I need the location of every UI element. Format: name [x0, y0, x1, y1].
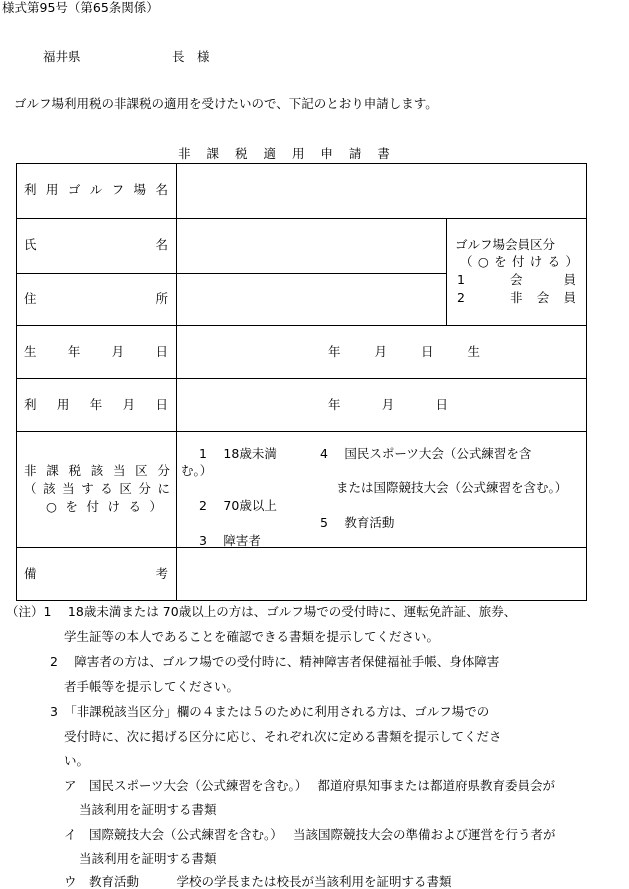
table-row-divider — [16, 378, 587, 379]
form-title-char: 申 — [320, 146, 333, 161]
usage-date-label: 利 用 年 月 日 — [24, 397, 168, 412]
note-3-cont: い。 — [64, 753, 90, 768]
name-label: 氏 名 — [24, 237, 168, 252]
category-option-1: 1 18歳未満 — [199, 446, 277, 461]
form-title-char: 請 — [348, 146, 362, 161]
form-number: 様式第95号（第65条関係） — [2, 0, 159, 15]
form-title-char: 課 — [206, 146, 219, 161]
category-option-4-cont: または国際競技大会（公式練習を含む。） — [336, 480, 568, 495]
member-category-instruction: （ ○ を 付 け る ） — [460, 254, 578, 269]
form-title-char: 非 — [178, 146, 191, 161]
table-row-divider — [16, 431, 587, 432]
form-title-char: 適 — [263, 146, 276, 161]
note-2: 2 障害者の方は、ゴルフ場での受付時に、精神障害者保健福祉手帳、身体障害 — [50, 654, 500, 669]
form-title-char: 書 — [377, 146, 390, 161]
note-i-cont: 当該利用を証明する書類 — [79, 851, 217, 866]
table-border-left — [16, 163, 17, 601]
table-row-divider — [16, 547, 587, 548]
member-category-title: ゴルフ場会員区分 — [455, 237, 556, 252]
note-i: イ 国際競技大会（公式練習を含む。） 当該国際競技大会の準備および運営を行う者が — [64, 827, 556, 842]
member-option-non-member: 非 会 員 — [510, 290, 576, 305]
table-column-divider — [176, 163, 177, 601]
form-title-char: 税 — [234, 146, 248, 161]
addressee-title: 長 様 — [172, 49, 210, 64]
table-border-top — [16, 163, 587, 164]
birthdate-value: 年 月 日 生 — [328, 344, 480, 359]
address-label: 住 所 — [24, 291, 168, 306]
category-option-4-cont: む。） — [181, 463, 213, 478]
note-1-cont: 学生証等の本人であることを確認できる書類を提示してください。 — [64, 629, 440, 644]
table-row-divider — [16, 325, 587, 326]
note-a: ア 国民スポーツ大会（公式練習を含む。） 都道府県知事または都道府県教育委員会が — [64, 778, 555, 793]
note-2-cont: 者手帳等を提示してください。 — [64, 679, 240, 694]
table-row-divider — [16, 273, 446, 274]
note-3: 3 「非課税該当区分」欄の４または５のために利用される方は、ゴルフ場での — [50, 704, 490, 719]
member-option-member: 会 員 — [510, 272, 576, 287]
intro-text: ゴルフ場利用税の非課税の適用を受けたいので、下記のとおり申請します。 — [14, 96, 438, 111]
member-option-number: 1 — [457, 272, 465, 287]
category-option-3: 3 障害者 — [199, 533, 261, 548]
table-column-divider — [446, 218, 447, 326]
golf-course-label: 利 用 ゴ ル フ 場 名 — [24, 182, 168, 197]
table-border-right — [586, 163, 587, 601]
form-title-char: 用 — [291, 146, 305, 161]
usage-date-value: 年 月 日 — [328, 397, 448, 412]
form-title — [178, 146, 390, 161]
note-3-cont: 受付時に、次に掲げる区分に応じ、それぞれ次に定める書類を提示してくださ — [64, 729, 502, 744]
note-a-cont: 当該利用を証明する書類 — [79, 802, 217, 817]
table-row-divider — [16, 218, 587, 219]
note-1: （注）1 18歳未満または 70歳以上の方は、ゴルフ場での受付時に、運転免許証、旅券、 — [6, 604, 517, 619]
category-option-4: 4 国民スポーツ大会（公式練習を含 — [320, 446, 532, 461]
member-option-number: 2 — [457, 290, 465, 305]
category-option-2: 2 70歳以上 — [199, 498, 277, 513]
birthdate-label: 生 年 月 日 — [24, 344, 168, 359]
remarks-label: 備 考 — [24, 566, 168, 581]
category-option-5: 5 教育活動 — [320, 515, 395, 530]
addressee-prefecture: 福井県 — [43, 49, 81, 64]
note-u: ウ 教育活動 学校の学長または校長が当該利用を証明する書類 — [64, 874, 452, 889]
table-border-bottom — [16, 600, 587, 601]
